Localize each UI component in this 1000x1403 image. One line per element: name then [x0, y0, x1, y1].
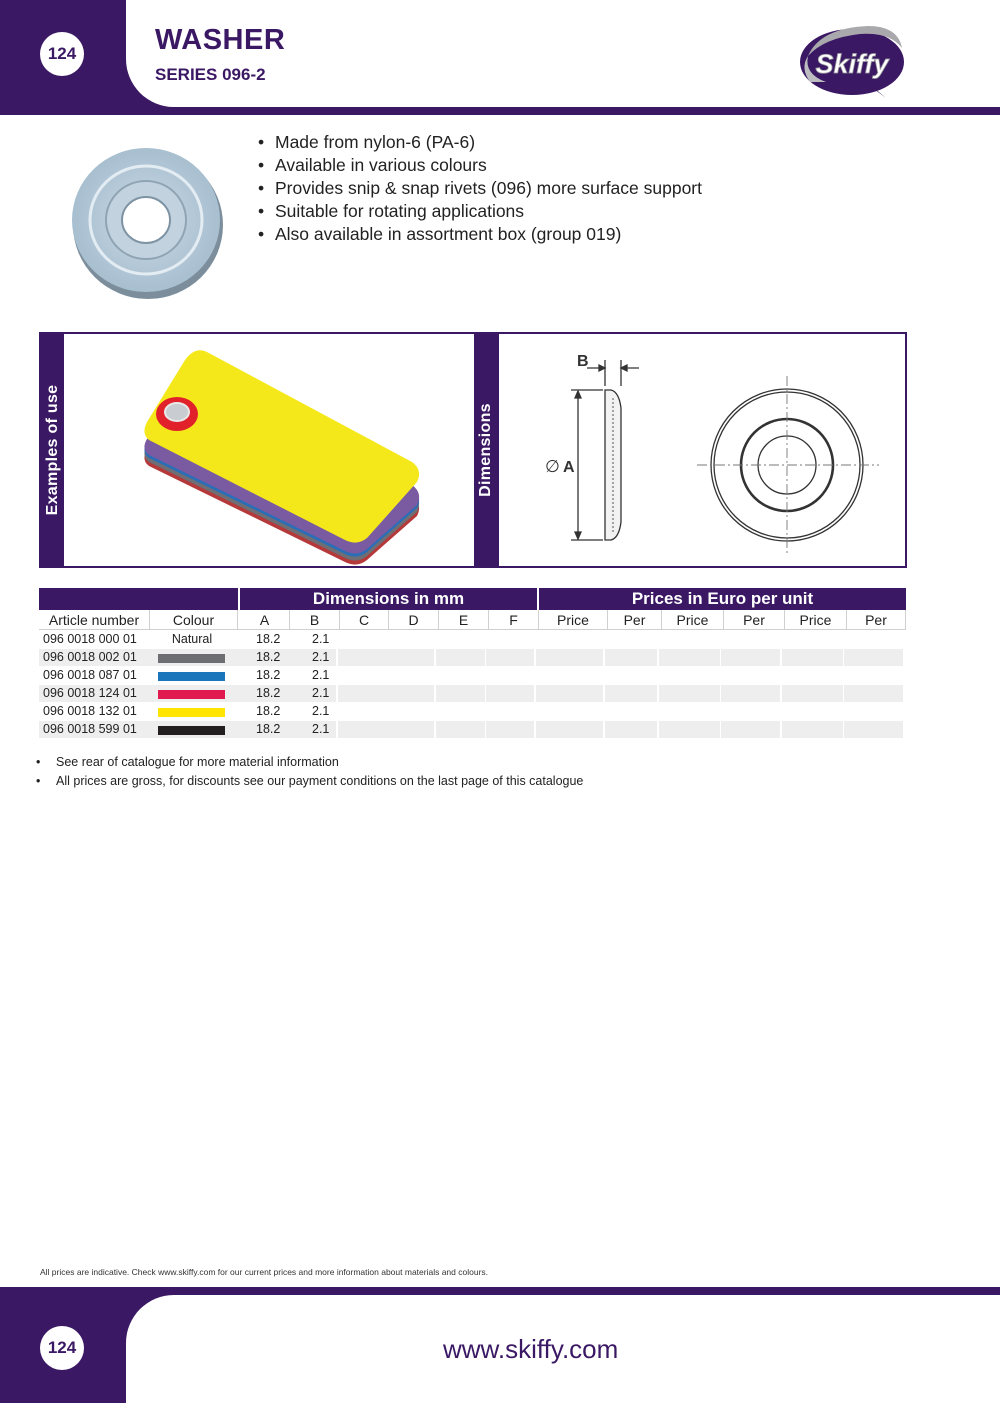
row-shade-cell	[386, 721, 434, 738]
colour-swatch	[158, 726, 225, 735]
row-shade-cell	[721, 649, 780, 666]
feature-list	[258, 131, 702, 246]
row-shade-cell	[659, 649, 720, 666]
feature-item: • Provides snip & snap rivets (096) more surface support	[258, 178, 702, 198]
row-shade-cell	[386, 685, 434, 702]
dimension-a-cell: 18.2	[256, 650, 281, 664]
colour-swatch	[158, 708, 225, 717]
footer-page-number-badge: 124	[40, 1326, 84, 1370]
washer-product-image	[64, 132, 230, 314]
row-shade-cell	[338, 721, 386, 738]
row-shade-cell	[338, 685, 386, 702]
row-shade-cell	[659, 685, 720, 702]
table-group-header	[39, 588, 906, 610]
col-article-number: Article number	[39, 610, 150, 630]
article-number-cell: 096 0018 087 01	[43, 668, 137, 682]
article-number-cell: 096 0018 124 01	[43, 686, 137, 700]
note-item: • See rear of catalogue for more material information	[36, 755, 339, 769]
dimension-a-cell: 18.2	[256, 668, 281, 682]
row-shade-cell	[844, 649, 903, 666]
dimension-b-cell: 2.1	[312, 650, 330, 664]
dimension-b-cell: 2.1	[312, 686, 330, 700]
example-tags-illustration	[67, 334, 472, 566]
colour-swatch	[158, 690, 225, 699]
row-shade-cell	[721, 721, 780, 738]
page-subtitle: SERIES 096-2	[155, 65, 266, 84]
dimension-b-label: B	[577, 353, 589, 370]
prices-group-header: Prices in Euro per unit	[539, 588, 906, 610]
page-title: WASHER	[155, 24, 286, 56]
note-item: • All prices are gross, for discounts see our payment conditions on the last page of this catalogue	[36, 774, 584, 788]
colour-swatch	[158, 654, 225, 663]
row-shade-cell	[721, 685, 780, 702]
row-shade-cell	[605, 649, 657, 666]
col-colour: Colour	[150, 610, 238, 630]
col-price-2: Price	[662, 610, 724, 630]
examples-dimensions-panel	[39, 332, 907, 568]
row-shade-cell	[486, 685, 534, 702]
examples-label-bar	[41, 334, 64, 566]
dimensions-group-header: Dimensions in mm	[240, 588, 537, 610]
dimensions-label-bar	[474, 334, 497, 566]
row-shade-cell	[486, 721, 534, 738]
website-link[interactable]: www.skiffy.com	[443, 1334, 619, 1364]
panel-divider	[497, 334, 499, 566]
dimension-b-cell: 2.1	[312, 668, 330, 682]
dimension-b-cell: 2.1	[312, 704, 330, 718]
row-shade-cell	[844, 685, 903, 702]
feature-item: • Also available in assortment box (group 019)	[258, 224, 622, 244]
row-shade-cell	[536, 649, 603, 666]
skiffy-logo	[790, 18, 910, 102]
row-shade-cell	[338, 649, 386, 666]
article-number-cell: 096 0018 000 01	[43, 632, 137, 646]
table-row	[39, 702, 906, 720]
col-e: E	[439, 610, 489, 630]
specifications-table	[39, 588, 906, 738]
feature-item: • Suitable for rotating applications	[258, 201, 525, 221]
logo-text: Skiffy	[815, 49, 889, 79]
table-column-header	[39, 610, 906, 630]
table-row	[39, 630, 906, 648]
row-shade-cell	[782, 721, 843, 738]
col-price-3: Price	[785, 610, 847, 630]
col-d: D	[389, 610, 439, 630]
dimension-a-cell: 18.2	[256, 722, 281, 736]
row-shade-cell	[536, 721, 603, 738]
price-footnote: All prices are indicative. Check www.skiffy.com for our current prices and more information about materials and colours.	[40, 1267, 489, 1277]
table-row	[39, 684, 906, 702]
row-shade-cell	[782, 685, 843, 702]
dimension-a-cell: 18.2	[256, 704, 281, 718]
col-per-3: Per	[847, 610, 906, 630]
colour-swatch	[158, 672, 225, 681]
diameter-symbol: ∅	[545, 457, 560, 477]
table-row	[39, 720, 906, 738]
row-shade-cell	[436, 649, 485, 666]
notes-list	[36, 753, 583, 791]
dimension-a-cell: 18.2	[256, 686, 281, 700]
feature-item: • Made from nylon-6 (PA-6)	[258, 132, 476, 152]
col-per-2: Per	[724, 610, 785, 630]
dimensions-drawing	[501, 334, 905, 566]
row-shade-cell	[386, 649, 434, 666]
row-shade-cell	[782, 649, 843, 666]
dimension-a-cell: 18.2	[256, 632, 281, 646]
row-shade-cell	[844, 721, 903, 738]
dimension-b-cell: 2.1	[312, 632, 330, 646]
colour-name-cell: Natural	[171, 632, 213, 646]
table-row	[39, 666, 906, 684]
dimension-b-cell: 2.1	[312, 722, 330, 736]
dimension-a-label: A	[563, 459, 575, 476]
table-body	[39, 630, 906, 738]
page-number-badge: 124	[40, 32, 84, 76]
examples-label: Examples of use	[43, 384, 61, 516]
article-number-cell: 096 0018 132 01	[43, 704, 137, 718]
header-strip	[0, 107, 997, 115]
table-header-blank	[39, 588, 238, 610]
row-shade-cell	[659, 721, 720, 738]
feature-item: • Available in various colours	[258, 155, 487, 175]
col-c: C	[340, 610, 389, 630]
dimensions-label: Dimensions	[476, 403, 494, 497]
row-shade-cell	[536, 685, 603, 702]
row-shade-cell	[436, 685, 485, 702]
col-a: A	[240, 610, 290, 630]
table-row	[39, 648, 906, 666]
article-number-cell: 096 0018 599 01	[43, 722, 137, 736]
row-shade-cell	[436, 721, 485, 738]
row-shade-cell	[605, 721, 657, 738]
row-shade-cell	[605, 685, 657, 702]
row-shade-cell	[486, 649, 534, 666]
col-price-1: Price	[539, 610, 608, 630]
col-per-1: Per	[608, 610, 662, 630]
article-number-cell: 096 0018 002 01	[43, 650, 137, 664]
col-f: F	[489, 610, 539, 630]
col-b: B	[290, 610, 340, 630]
